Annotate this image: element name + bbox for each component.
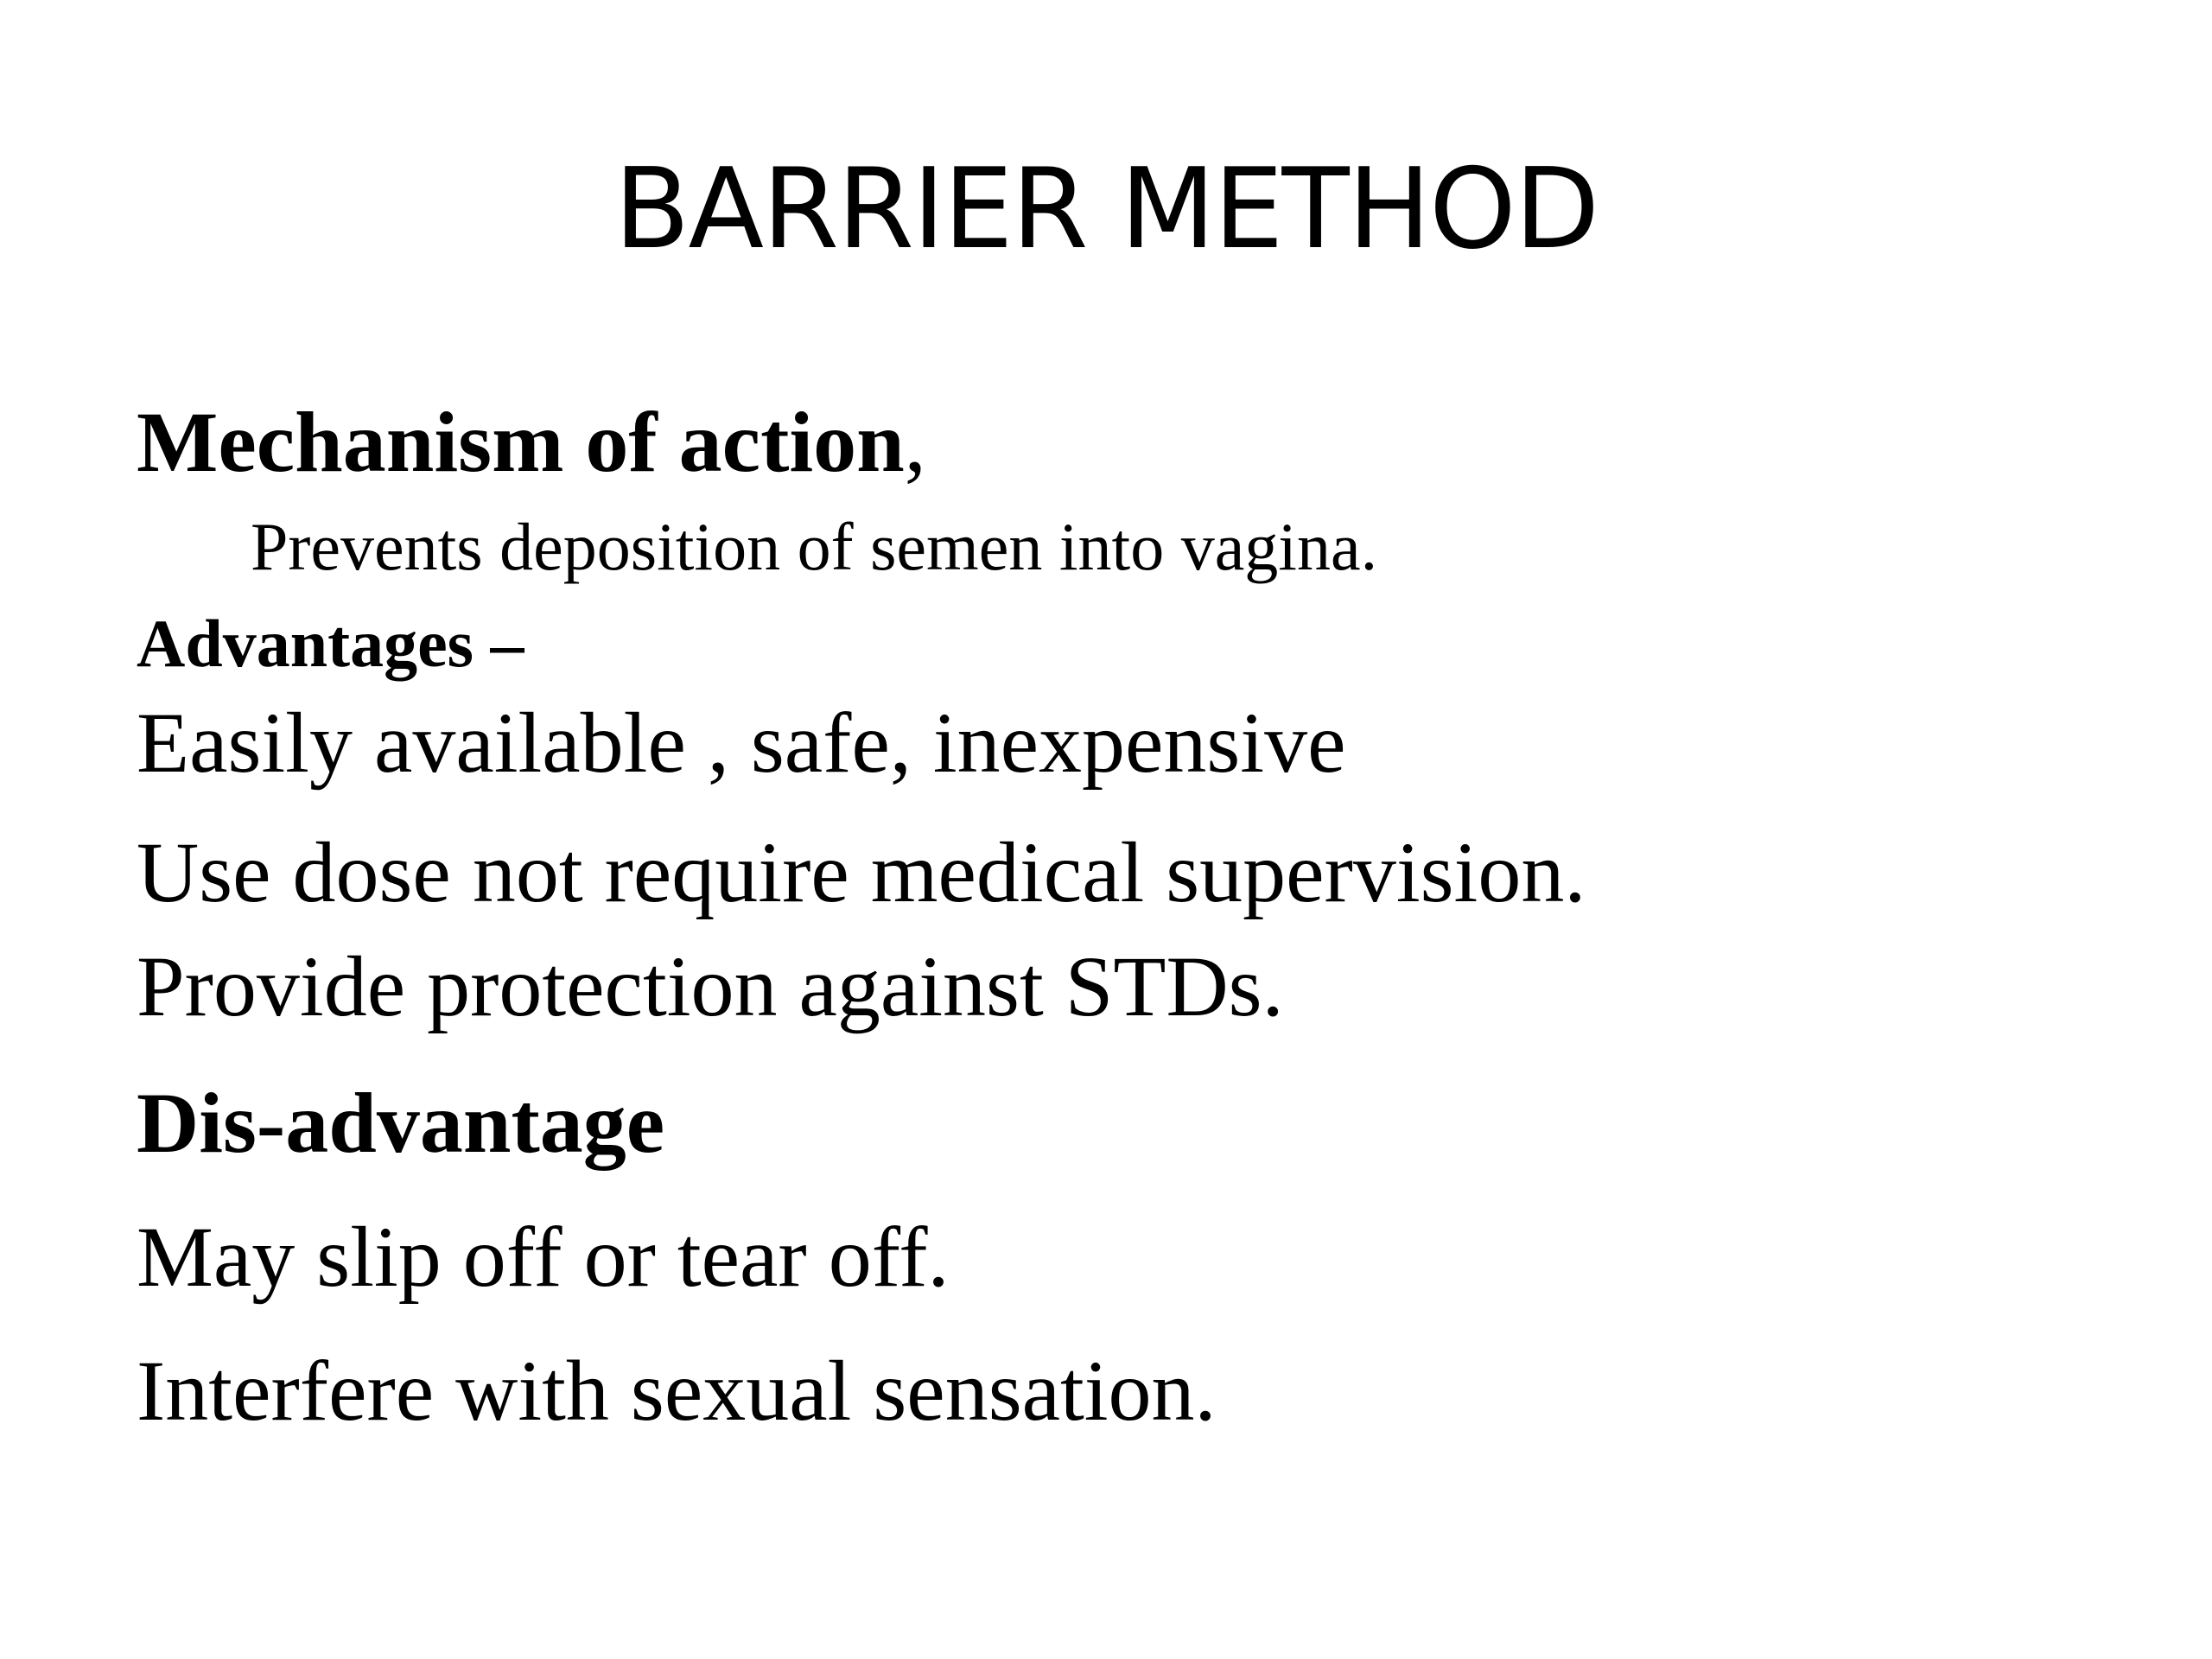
advantages-heading: Advantages –	[137, 606, 524, 681]
mechanism-heading	[137, 391, 926, 494]
disadvantage-item: May slip off or tear off.	[137, 1209, 950, 1305]
advantage-item: Use dose not require medical supervision.	[137, 824, 1586, 920]
slide-title: BARRIER METHOD	[613, 145, 1599, 274]
mechanism-heading-comma: ,	[904, 394, 926, 490]
mechanism-text: Prevents deposition of semen into vagina.	[251, 509, 1378, 584]
disadvantage-item: Interfere with sexual sensation.	[137, 1343, 1217, 1439]
mechanism-heading-text: Mechanism of action	[137, 394, 905, 490]
disadvantages-heading: Dis-advantage	[137, 1075, 665, 1171]
advantage-item: Provide protection against STDs.	[137, 938, 1284, 1034]
advantage-item: Easily available , safe, inexpensive	[137, 695, 1346, 791]
